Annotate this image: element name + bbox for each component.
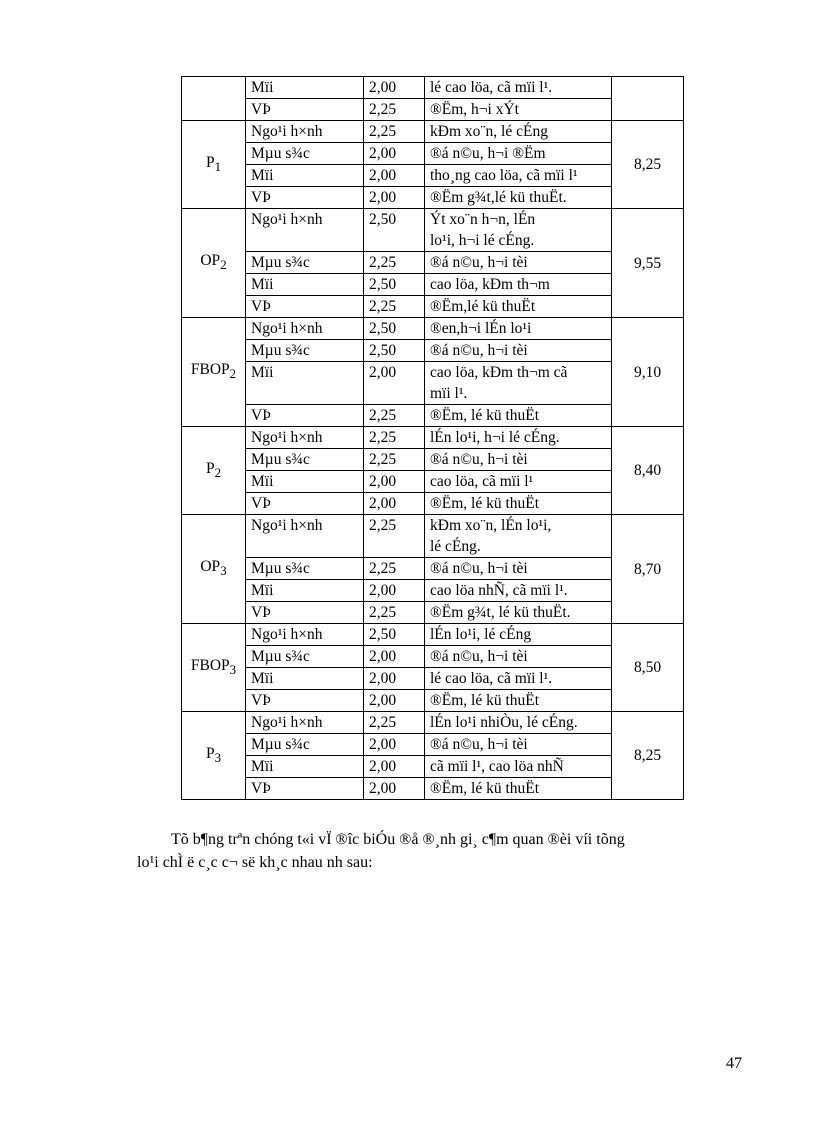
table-row <box>182 427 684 449</box>
comment-cell <box>425 99 612 121</box>
criterion-cell: Ngo¹i h×nh <box>246 121 364 143</box>
score-cell: 2,25 <box>364 405 425 427</box>
body-paragraph <box>137 828 737 874</box>
table-row <box>182 449 684 471</box>
table-row <box>182 77 684 99</box>
score-cell: 2,25 <box>364 602 425 624</box>
sample-subscript: 1 <box>214 159 222 175</box>
score-cell: 2,25 <box>364 296 425 318</box>
comment-line: kÐm xo¨n, lé cÉng <box>430 123 548 140</box>
comment-line: ®Ëm g¾t,lé kü thuËt. <box>430 189 567 206</box>
comment-line: mïi l¹. <box>430 385 468 402</box>
comment-cell <box>425 778 612 800</box>
comment-cell <box>425 296 612 318</box>
score-cell: 2,00 <box>364 165 425 187</box>
comment-line: cã mïi l¹, cao löa nhÑ <box>430 758 564 775</box>
comment-line: lé cao löa, cã mïi l¹. <box>430 670 553 687</box>
criterion-cell: VÞ <box>246 602 364 624</box>
comment-line: cao löa, kÐm th¬m <box>430 276 550 293</box>
criterion-cell: Mïi <box>246 756 364 778</box>
comment-line: ®Ëm, lé kü thuËt <box>430 780 540 797</box>
sample-name: OP <box>200 558 221 576</box>
criterion-cell: Ngo¹i h×nh <box>246 712 364 734</box>
sample-subscript: 2 <box>229 366 237 382</box>
comment-line: ®á n©u, h¬i tèi <box>430 648 528 665</box>
table-row <box>182 734 684 756</box>
score-cell: 2,25 <box>364 558 425 580</box>
table-row <box>182 580 684 602</box>
sample-name: P <box>205 459 215 477</box>
comment-line: ®Ëm,lé kü thuËt <box>430 298 536 315</box>
total-score-cell <box>612 77 684 121</box>
comment-cell <box>425 558 612 580</box>
score-cell: 2,50 <box>364 318 425 340</box>
criterion-cell: Mµu s¾c <box>246 734 364 756</box>
comment-cell <box>425 143 612 165</box>
comment-line: kÐm xo¨n, lÉn lo¹i, <box>430 517 552 534</box>
criterion-cell: VÞ <box>246 99 364 121</box>
score-cell: 2,25 <box>364 712 425 734</box>
table-row <box>182 668 684 690</box>
table-row <box>182 99 684 121</box>
score-cell: 2,00 <box>364 668 425 690</box>
comment-cell <box>425 427 612 449</box>
table-row <box>182 143 684 165</box>
table-row <box>182 340 684 362</box>
criterion-cell: Mïi <box>246 362 364 405</box>
table-row <box>182 471 684 493</box>
score-cell: 2,50 <box>364 274 425 296</box>
score-cell: 2,00 <box>364 143 425 165</box>
criterion-cell: Mïi <box>246 668 364 690</box>
table-row <box>182 209 684 252</box>
comment-line: lÉn lo¹i, lé cÉng <box>430 626 532 643</box>
table-row <box>182 187 684 209</box>
sample-cell <box>182 515 246 624</box>
table-row <box>182 712 684 734</box>
comment-line: lo¹i, h¬i lé cÉng. <box>430 232 535 249</box>
criterion-cell: Mµu s¾c <box>246 558 364 580</box>
sample-name: OP <box>200 252 221 270</box>
table-row <box>182 318 684 340</box>
table-row <box>182 405 684 427</box>
total-score-cell: 8,40 <box>612 427 684 515</box>
score-cell: 2,00 <box>364 471 425 493</box>
comment-line: ®á n©u, h¬i tèi <box>430 254 528 271</box>
table-row <box>182 756 684 778</box>
total-score-cell: 8,50 <box>612 624 684 712</box>
table-body <box>182 77 684 800</box>
score-cell: 2,25 <box>364 515 425 558</box>
comment-cell <box>425 449 612 471</box>
score-cell: 2,00 <box>364 580 425 602</box>
score-cell: 2,25 <box>364 449 425 471</box>
comment-cell <box>425 602 612 624</box>
score-cell: 2,25 <box>364 252 425 274</box>
sample-name: P <box>205 744 215 762</box>
comment-line: ®Ëm, h¬i xÝt <box>430 101 519 118</box>
comment-cell <box>425 756 612 778</box>
criterion-cell: Mµu s¾c <box>246 646 364 668</box>
sample-cell <box>182 624 246 712</box>
criterion-cell: VÞ <box>246 690 364 712</box>
comment-line: Ýt xo¨n h¬n, lÉn <box>430 211 536 228</box>
sample-cell <box>182 712 246 800</box>
comment-line: ®á n©u, h¬i tèi <box>430 560 528 577</box>
table-row <box>182 778 684 800</box>
score-cell: 2,25 <box>364 427 425 449</box>
comment-cell <box>425 405 612 427</box>
table-row <box>182 602 684 624</box>
comment-cell <box>425 580 612 602</box>
comment-line: cao löa, kÐm th¬m cã <box>430 364 568 381</box>
sample-name: FBOP <box>190 656 230 674</box>
criterion-cell: VÞ <box>246 405 364 427</box>
criterion-cell: VÞ <box>246 493 364 515</box>
comment-cell <box>425 187 612 209</box>
score-cell: 2,00 <box>364 734 425 756</box>
criterion-cell: Ngo¹i h×nh <box>246 624 364 646</box>
total-score-cell: 8,70 <box>612 515 684 624</box>
paragraph-line-1: Tõ b¶ng trªn chóng t«i vÏ ®îc biÓu ®å ®¸nh gi¸ c¶m quan ®èi víi tõng <box>171 831 625 848</box>
sample-subscript: 3 <box>220 563 227 579</box>
criterion-cell: Ngo¹i h×nh <box>246 209 364 252</box>
score-cell: 2,50 <box>364 340 425 362</box>
paragraph-line-2: lo¹i chÌ ë c¸c c¬ së kh¸c nhau nh sau: <box>137 854 373 871</box>
criterion-cell: VÞ <box>246 187 364 209</box>
sample-subscript: 3 <box>214 750 222 766</box>
score-cell: 2,00 <box>364 646 425 668</box>
table-row <box>182 296 684 318</box>
comment-cell <box>425 646 612 668</box>
comment-line: ®á n©u, h¬i tèi <box>430 736 528 753</box>
table-row <box>182 493 684 515</box>
score-cell: 2,50 <box>364 624 425 646</box>
comment-cell <box>425 471 612 493</box>
comment-cell <box>425 690 612 712</box>
comment-cell <box>425 493 612 515</box>
table-row <box>182 690 684 712</box>
comment-line: ®á n©u, h¬i ®Ëm <box>430 145 546 162</box>
score-cell: 2,00 <box>364 690 425 712</box>
criterion-cell: Ngo¹i h×nh <box>246 515 364 558</box>
comment-line: lé cÉng. <box>430 538 481 555</box>
criterion-cell: VÞ <box>246 296 364 318</box>
score-cell: 2,25 <box>364 99 425 121</box>
sample-cell <box>182 427 246 515</box>
score-cell: 2,50 <box>364 209 425 252</box>
table-row <box>182 624 684 646</box>
comment-cell <box>425 668 612 690</box>
comment-cell <box>425 340 612 362</box>
comment-line: ®Ëm, lé kü thuËt <box>430 495 540 512</box>
comment-cell <box>425 209 612 252</box>
criterion-cell: Ngo¹i h×nh <box>246 427 364 449</box>
table-row <box>182 252 684 274</box>
comment-cell <box>425 77 612 99</box>
comment-cell <box>425 318 612 340</box>
table-row <box>182 558 684 580</box>
criterion-cell: Mµu s¾c <box>246 143 364 165</box>
comment-cell <box>425 624 612 646</box>
comment-line: ®á n©u, h¬i tèi <box>430 342 528 359</box>
table-row <box>182 121 684 143</box>
comment-line: tho¸ng cao löa, cã mïi l¹ <box>430 167 578 184</box>
total-score-cell: 8,25 <box>612 121 684 209</box>
criterion-cell: Mµu s¾c <box>246 340 364 362</box>
criterion-cell: Mïi <box>246 471 364 493</box>
comment-cell <box>425 712 612 734</box>
criterion-cell: Mïi <box>246 580 364 602</box>
table-row <box>182 274 684 296</box>
sample-subscript: 3 <box>229 662 237 678</box>
comment-cell <box>425 274 612 296</box>
table-row <box>182 515 684 558</box>
table-row <box>182 646 684 668</box>
table-row <box>182 362 684 405</box>
comment-cell <box>425 121 612 143</box>
score-cell: 2,00 <box>364 493 425 515</box>
comment-line: ®Ëm, lé kü thuËt <box>430 407 540 424</box>
criterion-cell: Mµu s¾c <box>246 449 364 471</box>
comment-cell <box>425 515 612 558</box>
comment-line: lÉn lo¹i, h¬i lé cÉng. <box>430 429 560 446</box>
total-score-cell: 8,25 <box>612 712 684 800</box>
score-cell: 2,00 <box>364 362 425 405</box>
criterion-cell: Mïi <box>246 165 364 187</box>
score-cell: 2,00 <box>364 756 425 778</box>
criterion-cell: Mµu s¾c <box>246 252 364 274</box>
comment-line: ®Ëm, lé kü thuËt <box>430 692 540 709</box>
total-score-cell: 9,10 <box>612 318 684 427</box>
comment-line: ®en,h¬i lÉn lo¹i <box>430 320 532 337</box>
sample-subscript: 2 <box>214 465 222 481</box>
comment-cell <box>425 165 612 187</box>
criterion-cell: VÞ <box>246 778 364 800</box>
comment-line: lÉn lo¹i nhiÒu, lé cÉng. <box>430 714 578 731</box>
comment-line: lé cao löa, cã mïi l¹. <box>430 79 553 96</box>
sample-subscript: 2 <box>220 257 227 273</box>
page-number: 47 <box>726 1055 742 1072</box>
sample-name: P <box>205 153 215 171</box>
sample-cell <box>182 77 246 121</box>
comment-cell <box>425 734 612 756</box>
comment-cell <box>425 252 612 274</box>
comment-cell <box>425 362 612 405</box>
sample-cell <box>182 121 246 209</box>
sensory-score-table <box>181 76 684 800</box>
comment-line: cao löa, cã mïi l¹ <box>430 473 534 490</box>
criterion-cell: Ngo¹i h×nh <box>246 318 364 340</box>
sample-cell <box>182 209 246 318</box>
sample-cell <box>182 318 246 427</box>
score-cell: 2,00 <box>364 187 425 209</box>
comment-line: ®á n©u, h¬i tèi <box>430 451 528 468</box>
comment-line: ®Ëm g¾t, lé kü thuËt. <box>430 604 571 621</box>
criterion-cell: Mïi <box>246 274 364 296</box>
score-cell: 2,25 <box>364 121 425 143</box>
total-score-cell: 9,55 <box>612 209 684 318</box>
comment-line: cao löa nhÑ, cã mïi l¹. <box>430 582 568 599</box>
criterion-cell: Mïi <box>246 77 364 99</box>
score-cell: 2,00 <box>364 77 425 99</box>
score-cell: 2,00 <box>364 778 425 800</box>
sample-name: FBOP <box>190 361 230 379</box>
table-row <box>182 165 684 187</box>
